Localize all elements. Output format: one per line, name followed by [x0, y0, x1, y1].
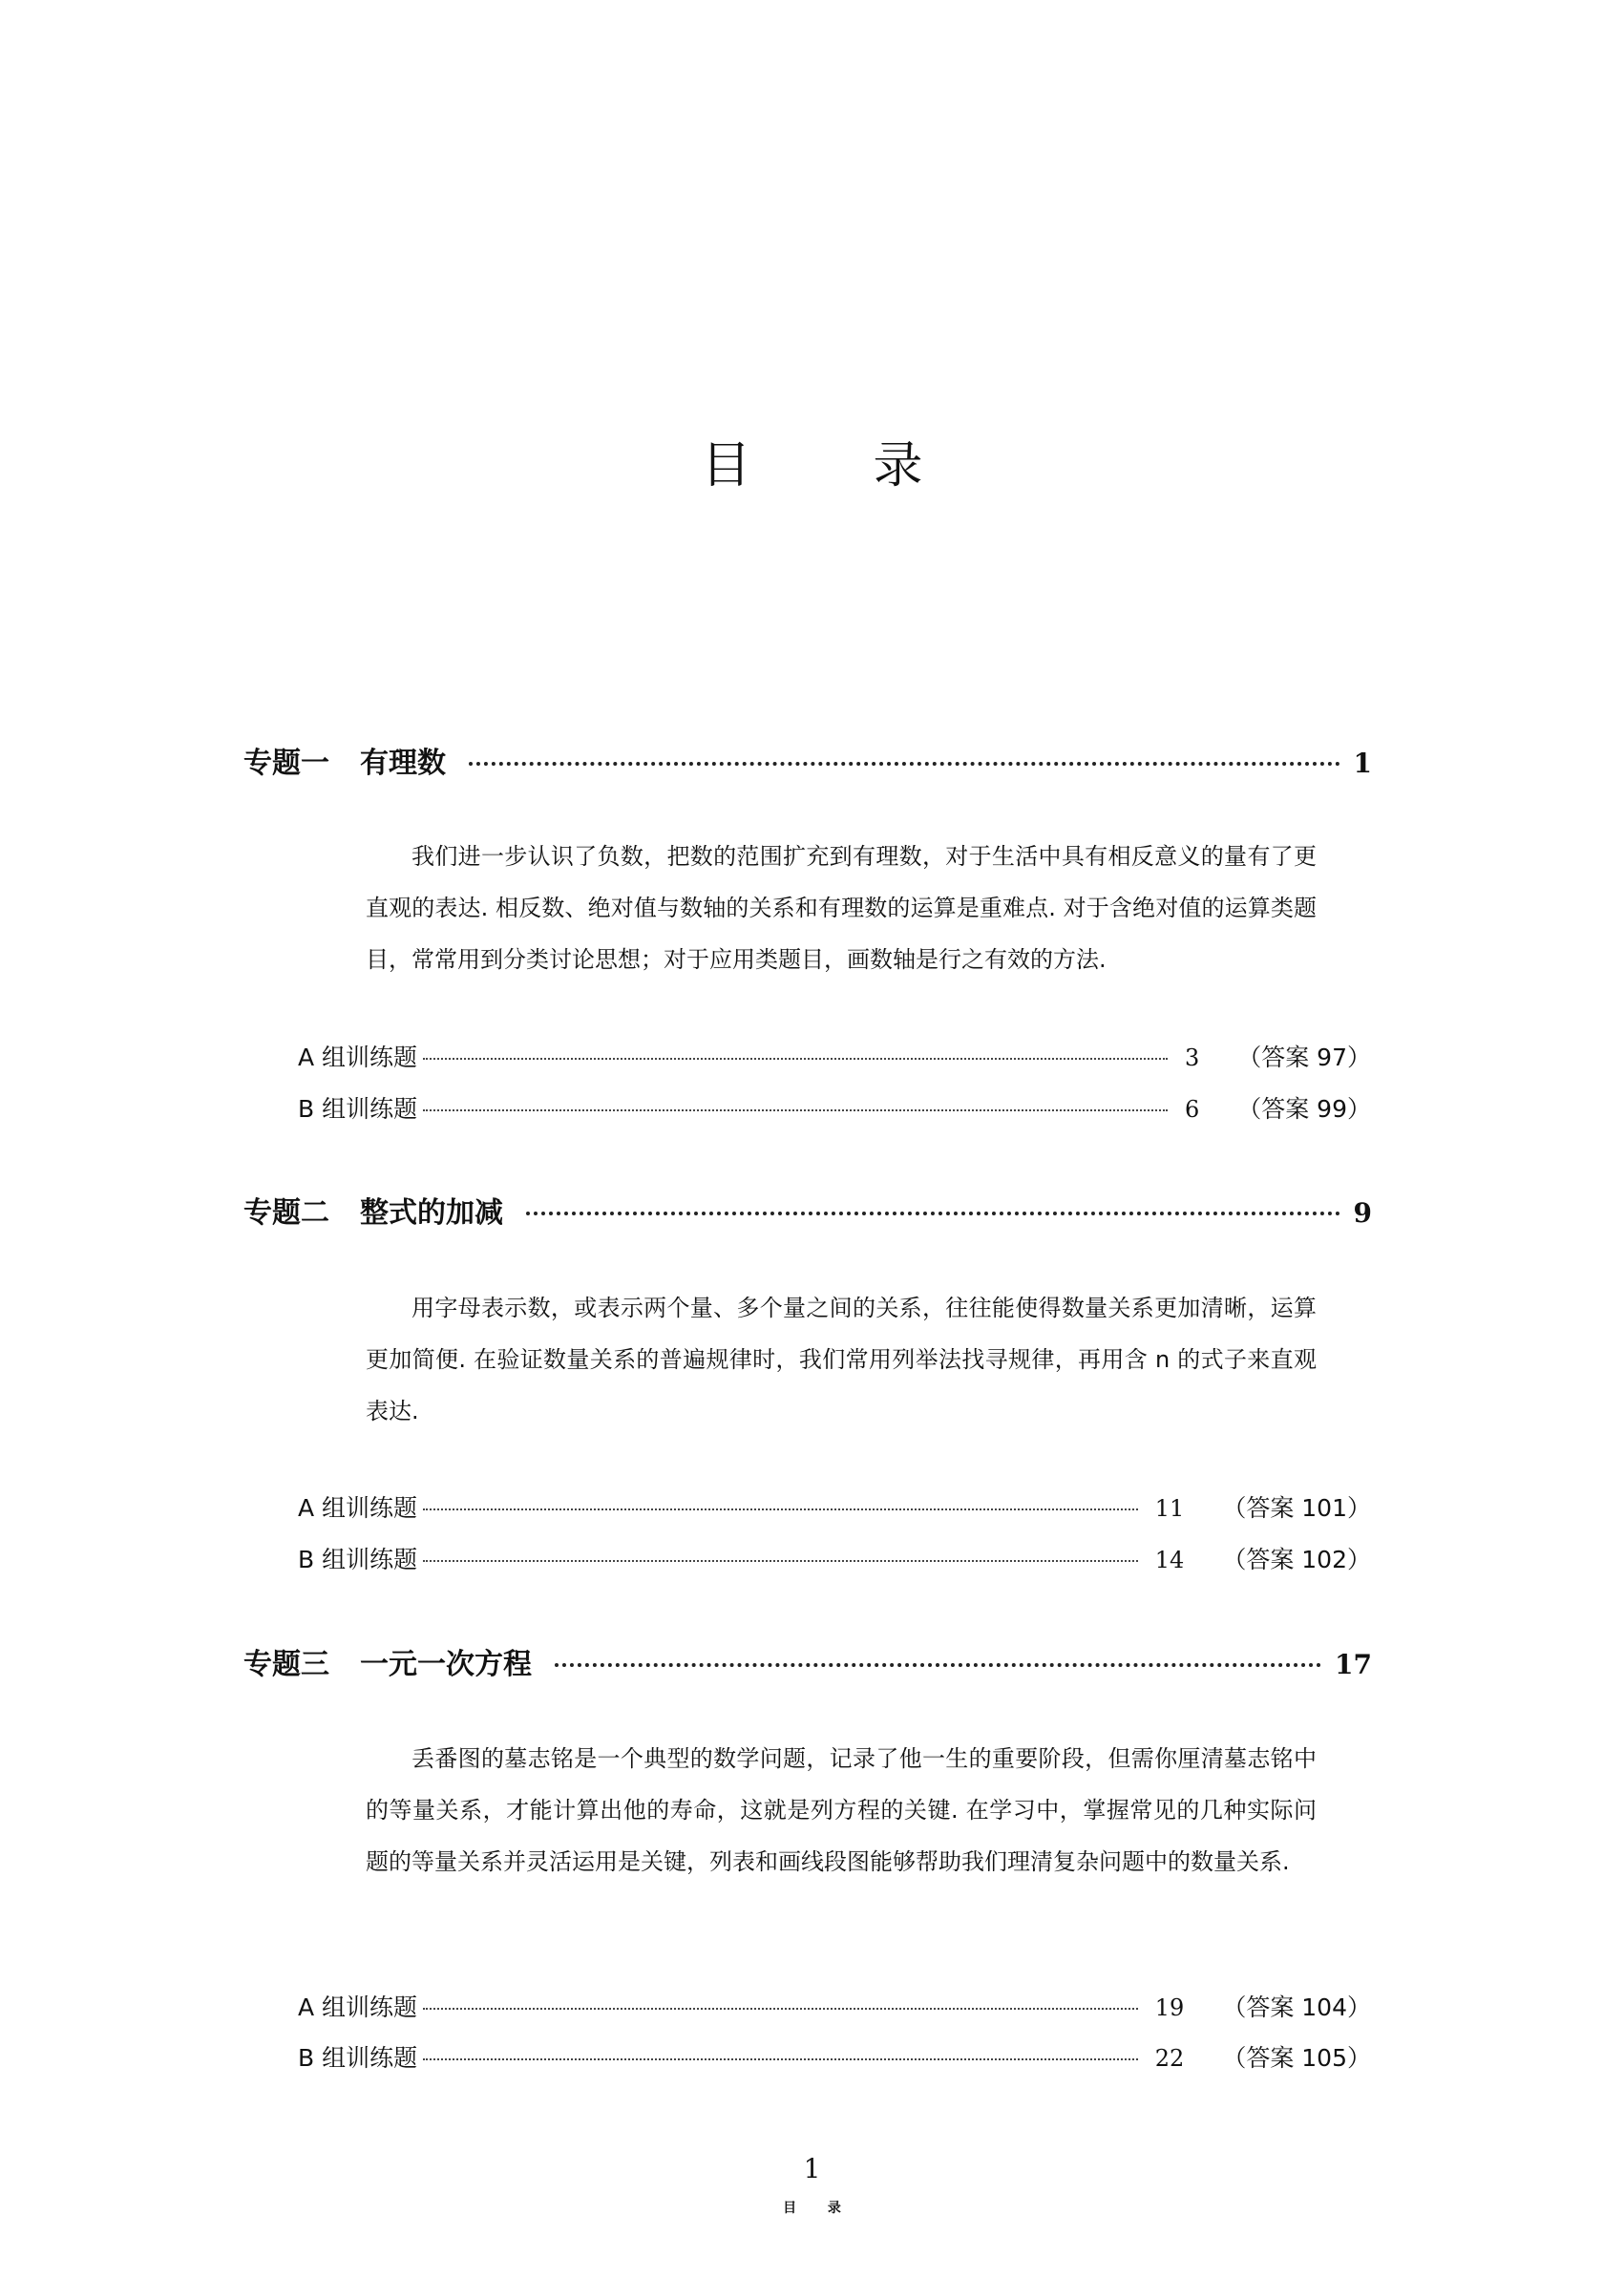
- topic-intro-2: [366, 1282, 1317, 1437]
- topic-number: 专题一: [243, 747, 329, 780]
- topic-page: 1: [1353, 748, 1372, 779]
- dot-leader: [423, 1058, 1168, 1060]
- dot-leader: [469, 762, 1340, 766]
- answer-ref: （答案 101）: [1222, 1494, 1371, 1522]
- exercise-entry[interactable]: [298, 1090, 1371, 1125]
- exercise-label: B 组训练题: [298, 1095, 418, 1123]
- exercise-page: 19: [1154, 1994, 1185, 2021]
- dot-leader: [423, 1109, 1168, 1111]
- topic-name: 整式的加减: [360, 1196, 503, 1230]
- topic-number: 专题二: [243, 1196, 329, 1230]
- intro-text: 用字母表示数，或表示两个量、多个量之间的关系，往往能使得数量关系更加清晰，运算更加简便. 在验证数量关系的普遍规律时，我们常用列举法找寻规律，再用含 n 的式子来直观表达.: [366, 1295, 1317, 1424]
- topic-page: 9: [1353, 1197, 1372, 1229]
- intro-text: 丢番图的墓志铭是一个典型的数学问题，记录了他一生的重要阶段，但需你厘清墓志铭中的等量关系，才能计算出他的寿命，这就是列方程的关键. 在学习中，掌握常见的几种实际问题的等量关系并灵活运用是关键，列表和画线段图能够帮助我们理清复杂问题中的数量关系.: [366, 1745, 1317, 1875]
- exercise-label: A 组训练题: [298, 1494, 418, 1522]
- topic-heading-3[interactable]: [243, 1640, 1372, 1682]
- exercise-entry[interactable]: [298, 2039, 1371, 2074]
- topic-number: 专题三: [243, 1648, 329, 1681]
- answer-ref: （答案 97）: [1237, 1044, 1371, 1071]
- topic-heading-1[interactable]: [243, 739, 1372, 781]
- dot-leader: [423, 2058, 1138, 2060]
- answer-ref: （答案 105）: [1222, 2044, 1371, 2072]
- exercise-page: 14: [1154, 1547, 1185, 1573]
- topic-intro-3: [366, 1733, 1317, 1888]
- answer-ref: （答案 104）: [1222, 1993, 1371, 2021]
- topic-page: 17: [1335, 1649, 1372, 1680]
- intro-text: 我们进一步认识了负数，把数的范围扩充到有理数，对于生活中具有相反意义的量有了更直观的表达. 相反数、绝对值与数轴的关系和有理数的运算是重难点. 对于含绝对值的运算类题目，常常用到分类讨论思想；对于应用类题目，画数轴是行之有效的方法.: [366, 843, 1317, 973]
- exercise-entry[interactable]: [298, 1989, 1371, 2023]
- exercise-page: 22: [1154, 2045, 1185, 2072]
- exercise-page: 11: [1154, 1495, 1185, 1522]
- exercise-page: 6: [1184, 1096, 1200, 1123]
- exercise-entry[interactable]: [298, 1489, 1371, 1524]
- exercise-label: B 组训练题: [298, 1546, 418, 1573]
- exercise-entry[interactable]: [298, 1541, 1371, 1575]
- dot-leader: [423, 1508, 1138, 1510]
- topic-heading-2[interactable]: [243, 1189, 1372, 1231]
- dot-leader: [423, 1560, 1138, 1562]
- exercise-label: A 组训练题: [298, 1993, 418, 2021]
- exercise-entry[interactable]: [298, 1039, 1371, 1073]
- running-title: 目 录: [783, 2201, 854, 2216]
- dot-leader: [555, 1663, 1321, 1667]
- dot-leader: [423, 2008, 1138, 2010]
- exercise-label: B 组训练题: [298, 2044, 418, 2072]
- page-number: 1: [803, 2153, 821, 2184]
- topic-name: 有理数: [360, 747, 446, 780]
- exercise-page: 3: [1184, 1044, 1200, 1071]
- page-title: 目 录: [701, 437, 960, 495]
- topic-intro-1: [366, 831, 1317, 985]
- answer-ref: （答案 99）: [1237, 1095, 1371, 1123]
- dot-leader: [526, 1212, 1340, 1215]
- topic-name: 一元一次方程: [360, 1648, 532, 1681]
- exercise-label: A 组训练题: [298, 1044, 418, 1071]
- answer-ref: （答案 102）: [1222, 1546, 1371, 1573]
